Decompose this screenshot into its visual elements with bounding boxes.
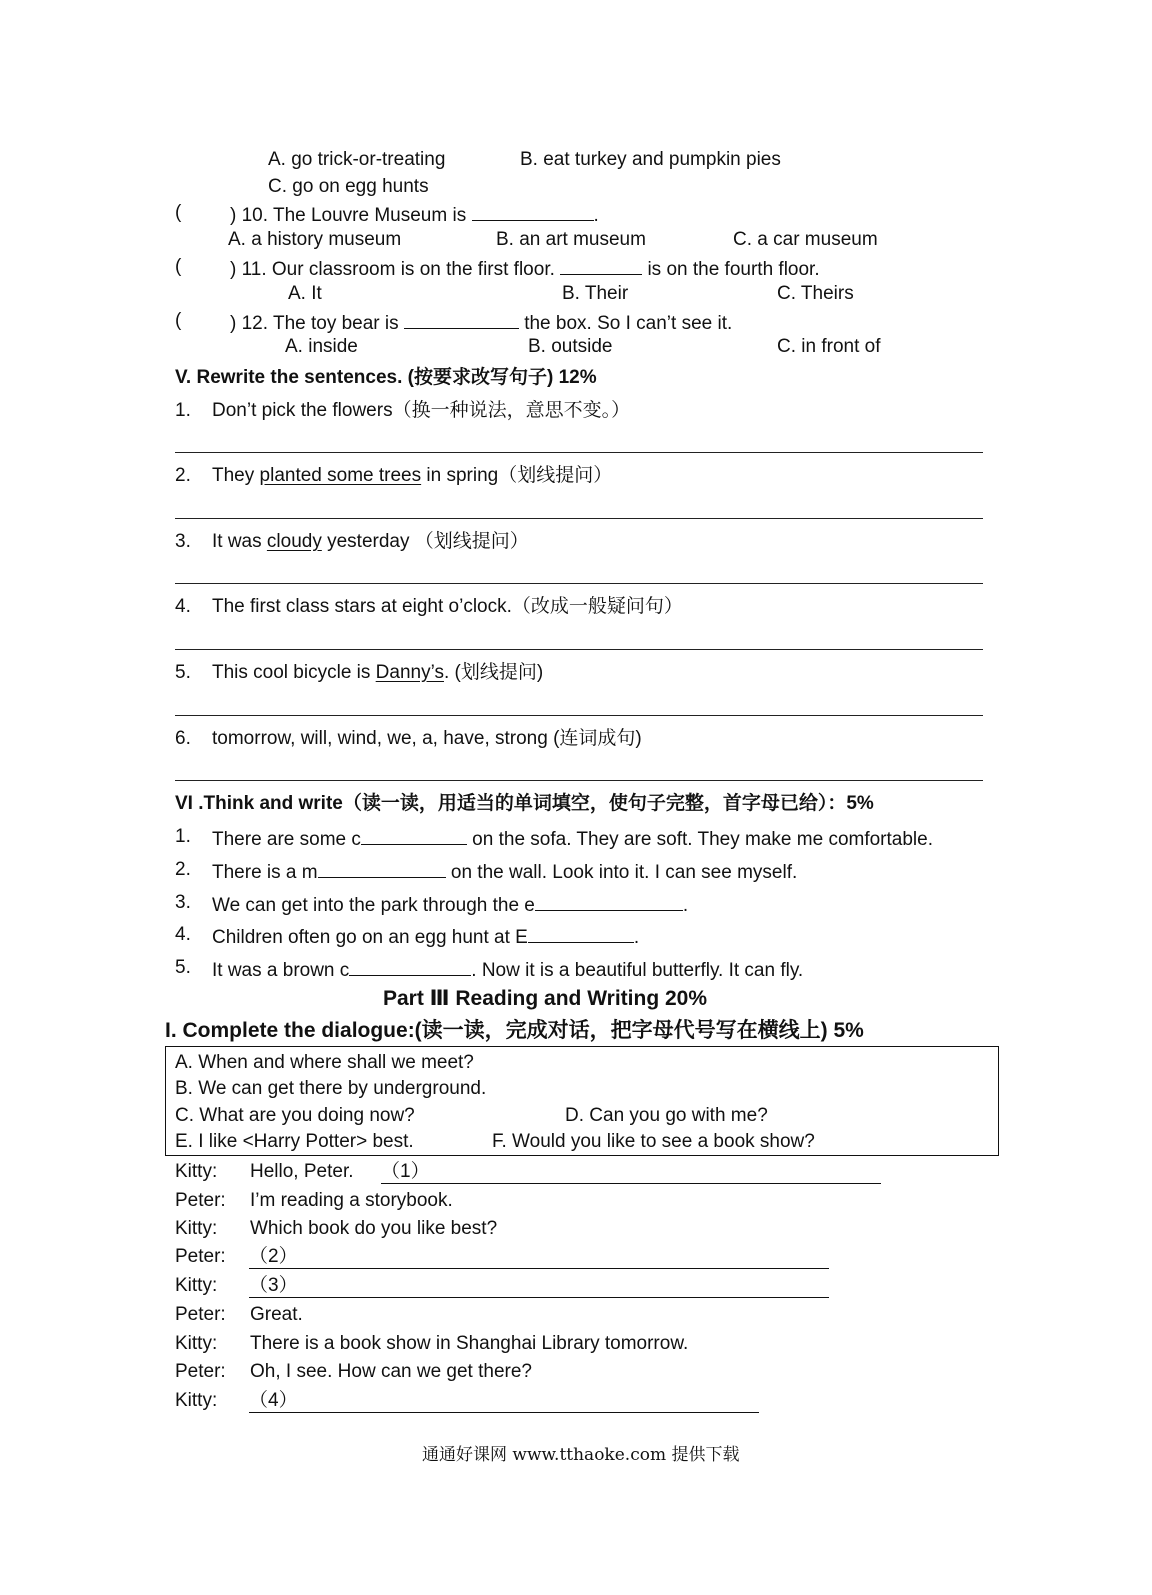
- dialogue-line-8: [175, 1359, 895, 1385]
- q12-stem-text: 12. The toy bear is: [241, 313, 399, 334]
- footer-credit: 通通好课网 www.tthaoke.com 提供下载: [422, 1445, 740, 1465]
- q10-option-c: C. a car museum: [733, 229, 878, 250]
- item-number: 4.: [175, 596, 191, 617]
- section-6-title: VI .Think and write（读一读，用适当的单词填空，使句子完整，首字母已给）：5%: [175, 793, 874, 814]
- item-text: There is a m on the wall. Look into it. I can see myself.: [212, 857, 797, 886]
- option-a: A. When and where shall we meet?: [175, 1052, 474, 1073]
- q12-paren-close: ): [230, 313, 237, 334]
- dialogue-line-2: [175, 1188, 895, 1214]
- speaker: Peter:: [175, 1246, 226, 1267]
- q11-stem-end: is on the fourth floor.: [647, 259, 820, 280]
- item-number: 3.: [175, 531, 191, 552]
- q10-stem-end: .: [593, 205, 599, 226]
- answer-line-4[interactable]: [175, 649, 983, 650]
- item-number: 3.: [175, 892, 191, 913]
- answer-line-1[interactable]: [175, 452, 983, 453]
- answer-blank-4[interactable]: [249, 1388, 759, 1413]
- item-number: 4.: [175, 924, 191, 945]
- speaker: Kitty:: [175, 1218, 218, 1239]
- q10-stem-text: 10. The Louvre Museum is: [241, 205, 467, 226]
- q11-option-a: A. It: [288, 283, 322, 304]
- q11-paren-open: (: [175, 256, 182, 277]
- q11-stem: [230, 254, 820, 283]
- blank-label: （1）: [381, 1161, 430, 1182]
- item-text: They planted some trees in spring（划线提问）: [212, 465, 613, 486]
- q10-option-a: A. a history museum: [228, 229, 402, 250]
- item-text: The first class stars at eight o’clock.（改成一般疑问句）: [212, 596, 683, 617]
- answer-line-3[interactable]: [175, 583, 983, 584]
- fill-blank[interactable]: [361, 824, 467, 845]
- dialogue-line-4: [175, 1244, 895, 1270]
- item-number: 5.: [175, 957, 191, 978]
- underlined-phrase: planted some trees: [259, 465, 422, 486]
- q10-option-b: B. an art museum: [496, 229, 646, 250]
- line-text: I’m reading a storybook.: [250, 1190, 453, 1211]
- q12-option-a: A. inside: [285, 336, 358, 357]
- fill-blank[interactable]: [535, 890, 683, 911]
- q11-paren-close: ): [230, 259, 237, 280]
- q12-option-b: B. outside: [528, 336, 613, 357]
- line-text: Great.: [250, 1304, 303, 1325]
- speaker: Kitty:: [175, 1275, 218, 1296]
- dialogue-line-7: [175, 1331, 895, 1357]
- q12-stem-end: the box. So I can’t see it.: [524, 313, 733, 334]
- option-c: C. What are you doing now?: [175, 1105, 415, 1126]
- item-text: Children often go on an egg hunt at E .: [212, 922, 639, 951]
- dialogue-line-1: [175, 1159, 895, 1185]
- item-number: 2.: [175, 859, 191, 880]
- item-text: It was a brown c . Now it is a beautiful butterfly. It can fly.: [212, 955, 803, 984]
- q11-stem-text: 11. Our classroom is on the first floor.: [241, 259, 555, 280]
- item-text: tomorrow, will, wind, we, a, have, strong (连词成句): [212, 728, 642, 749]
- dialogue-line-5: [175, 1273, 895, 1299]
- speaker: Peter:: [175, 1190, 226, 1211]
- item-text: We can get into the park through the e .: [212, 890, 688, 919]
- q12-answer-blank[interactable]: [404, 308, 519, 329]
- line-text: Hello, Peter.: [250, 1161, 354, 1182]
- answer-line-6[interactable]: [175, 780, 983, 781]
- option-e: E. I like <Harry Potter> best.: [175, 1131, 414, 1152]
- q11-option-c: C. Theirs: [777, 283, 854, 304]
- section-5-title: V. Rewrite the sentences. (按要求改写句子) 12%: [175, 367, 597, 388]
- blank-label: （3）: [249, 1275, 298, 1296]
- speaker: Kitty:: [175, 1333, 218, 1354]
- option-b: B. We can get there by underground.: [175, 1078, 487, 1099]
- blank-label: （4）: [249, 1390, 298, 1411]
- speaker: Peter:: [175, 1361, 226, 1382]
- answer-line-5[interactable]: [175, 715, 983, 716]
- part-3-title: Part Ⅲ Reading and Writing 20%: [383, 987, 708, 1010]
- item-text: There are some c on the sofa. They are soft. They make me comfortable.: [212, 824, 933, 853]
- q12-option-c: C. in front of: [777, 336, 881, 357]
- fill-blank[interactable]: [318, 857, 446, 878]
- speaker: Kitty:: [175, 1390, 218, 1411]
- answer-line-2[interactable]: [175, 518, 983, 519]
- underlined-phrase: cloudy: [266, 531, 322, 552]
- q10-stem: [230, 200, 599, 229]
- dialogue-line-6: [175, 1302, 895, 1328]
- q11-option-b: B. Their: [562, 283, 629, 304]
- item-text: This cool bicycle is Danny’s. (划线提问): [212, 662, 544, 683]
- item-number: 2.: [175, 465, 191, 486]
- line-text: There is a book show in Shanghai Library tomorrow.: [250, 1333, 689, 1354]
- item-number: 1.: [175, 826, 191, 847]
- item-number: 1.: [175, 400, 191, 421]
- item-text: Don’t pick the flowers（换一种说法，意思不变。）: [212, 400, 631, 421]
- q9-option-b: B. eat turkey and pumpkin pies: [520, 149, 781, 170]
- q12-paren-open: (: [175, 310, 182, 331]
- speaker: Peter:: [175, 1304, 226, 1325]
- q9-option-a: A. go trick-or-treating: [268, 149, 446, 170]
- underlined-phrase: Danny’s: [375, 662, 444, 683]
- option-f: F. Would you like to see a book show?: [492, 1131, 815, 1152]
- q10-paren-close: ): [230, 205, 237, 226]
- fill-blank[interactable]: [349, 955, 471, 976]
- dialogue-instructions: I. Complete the dialogue:(读一读，完成对话，把字母代号写在横线上) 5%: [165, 1019, 864, 1042]
- fill-blank[interactable]: [528, 922, 634, 943]
- item-number: 6.: [175, 728, 191, 749]
- answer-blank-1[interactable]: [381, 1159, 881, 1184]
- line-text: Oh, I see. How can we get there?: [250, 1361, 532, 1382]
- q12-stem: [230, 308, 732, 337]
- blank-label: （2）: [249, 1246, 298, 1267]
- q11-answer-blank[interactable]: [560, 254, 642, 275]
- answer-blank-2[interactable]: [249, 1244, 829, 1269]
- dialogue-line-9: [175, 1388, 895, 1414]
- q10-paren-open: (: [175, 202, 182, 223]
- item-text: It was cloudy yesterday （划线提问）: [212, 531, 529, 552]
- line-text: Which book do you like best?: [250, 1218, 498, 1239]
- answer-blank-3[interactable]: [249, 1273, 829, 1298]
- speaker: Kitty:: [175, 1161, 218, 1182]
- q10-answer-blank[interactable]: [472, 200, 594, 221]
- dialogue-line-3: [175, 1216, 895, 1242]
- item-number: 5.: [175, 662, 191, 683]
- q9-option-c: C. go on egg hunts: [268, 176, 429, 197]
- option-d: D. Can you go with me?: [565, 1105, 768, 1126]
